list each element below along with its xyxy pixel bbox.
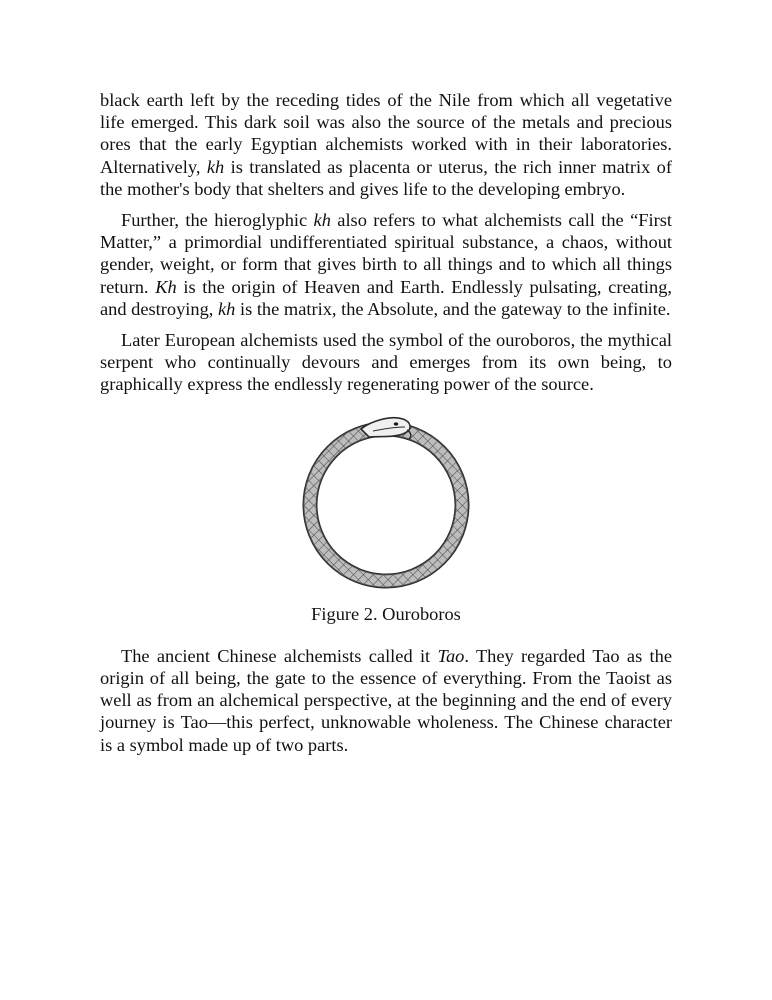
text-run: The ancient Chinese alchemists called it — [121, 645, 438, 666]
text-run: is translated as placenta or uterus, the rich inner matrix of the mother's body that shelters and gives life to the developing embryo. — [100, 156, 672, 199]
text-run: also refers to what alchemists call the “First Matter,” a primordial undifferentiated spiritual substance, a chaos, without gender, weight, or form that gives birth to all things and to which all things return. — [100, 210, 672, 297]
text-run: . They regarded Tao as the origin of all being, the gate to the essence of everything. From the Taoist as well as from an alchemical perspective, at the beginning and the end of every journey is Tao—this perfect, unknowable wholeness. The Chinese character is a symbol made up of two parts. — [100, 645, 672, 755]
text-run: Further, the hieroglyphic — [121, 210, 314, 231]
paragraph — [100, 329, 672, 396]
text-run: Later European alchemists used the symbol of the ouroboros, the mythical serpent who continually devours and emerges from its own being, to graphically express the endlessly regenerating power of the source. — [100, 330, 672, 395]
paragraph — [100, 645, 672, 756]
italic-term: Kh — [155, 276, 177, 297]
body-text-before-figure — [100, 89, 672, 396]
figure-caption: Figure 2. Ouroboros — [311, 603, 461, 624]
text-run: is the matrix, the Absolute, and the gateway to the infinite. — [235, 298, 671, 319]
ouroboros-figure — [100, 411, 672, 625]
italic-term: kh — [218, 298, 236, 319]
italic-term: kh — [206, 156, 225, 177]
text-run: black earth left by the receding tides of the Nile from which all vegetative life emerged. This dark soil was also the source of the metals and precious ores that the early Egyptian alchemists worked with in their laboratories. Alternatively, — [100, 90, 672, 177]
italic-term: kh — [313, 210, 331, 231]
italic-term: Tao — [437, 645, 465, 666]
ouroboros-illustration — [299, 411, 473, 591]
paragraph — [100, 209, 672, 320]
body-text-after-figure — [100, 645, 672, 756]
document-page — [100, 89, 672, 765]
paragraph — [100, 89, 672, 200]
text-run: is the origin of Heaven and Earth. Endlessly pulsating, creating, and destroying, — [100, 276, 672, 319]
